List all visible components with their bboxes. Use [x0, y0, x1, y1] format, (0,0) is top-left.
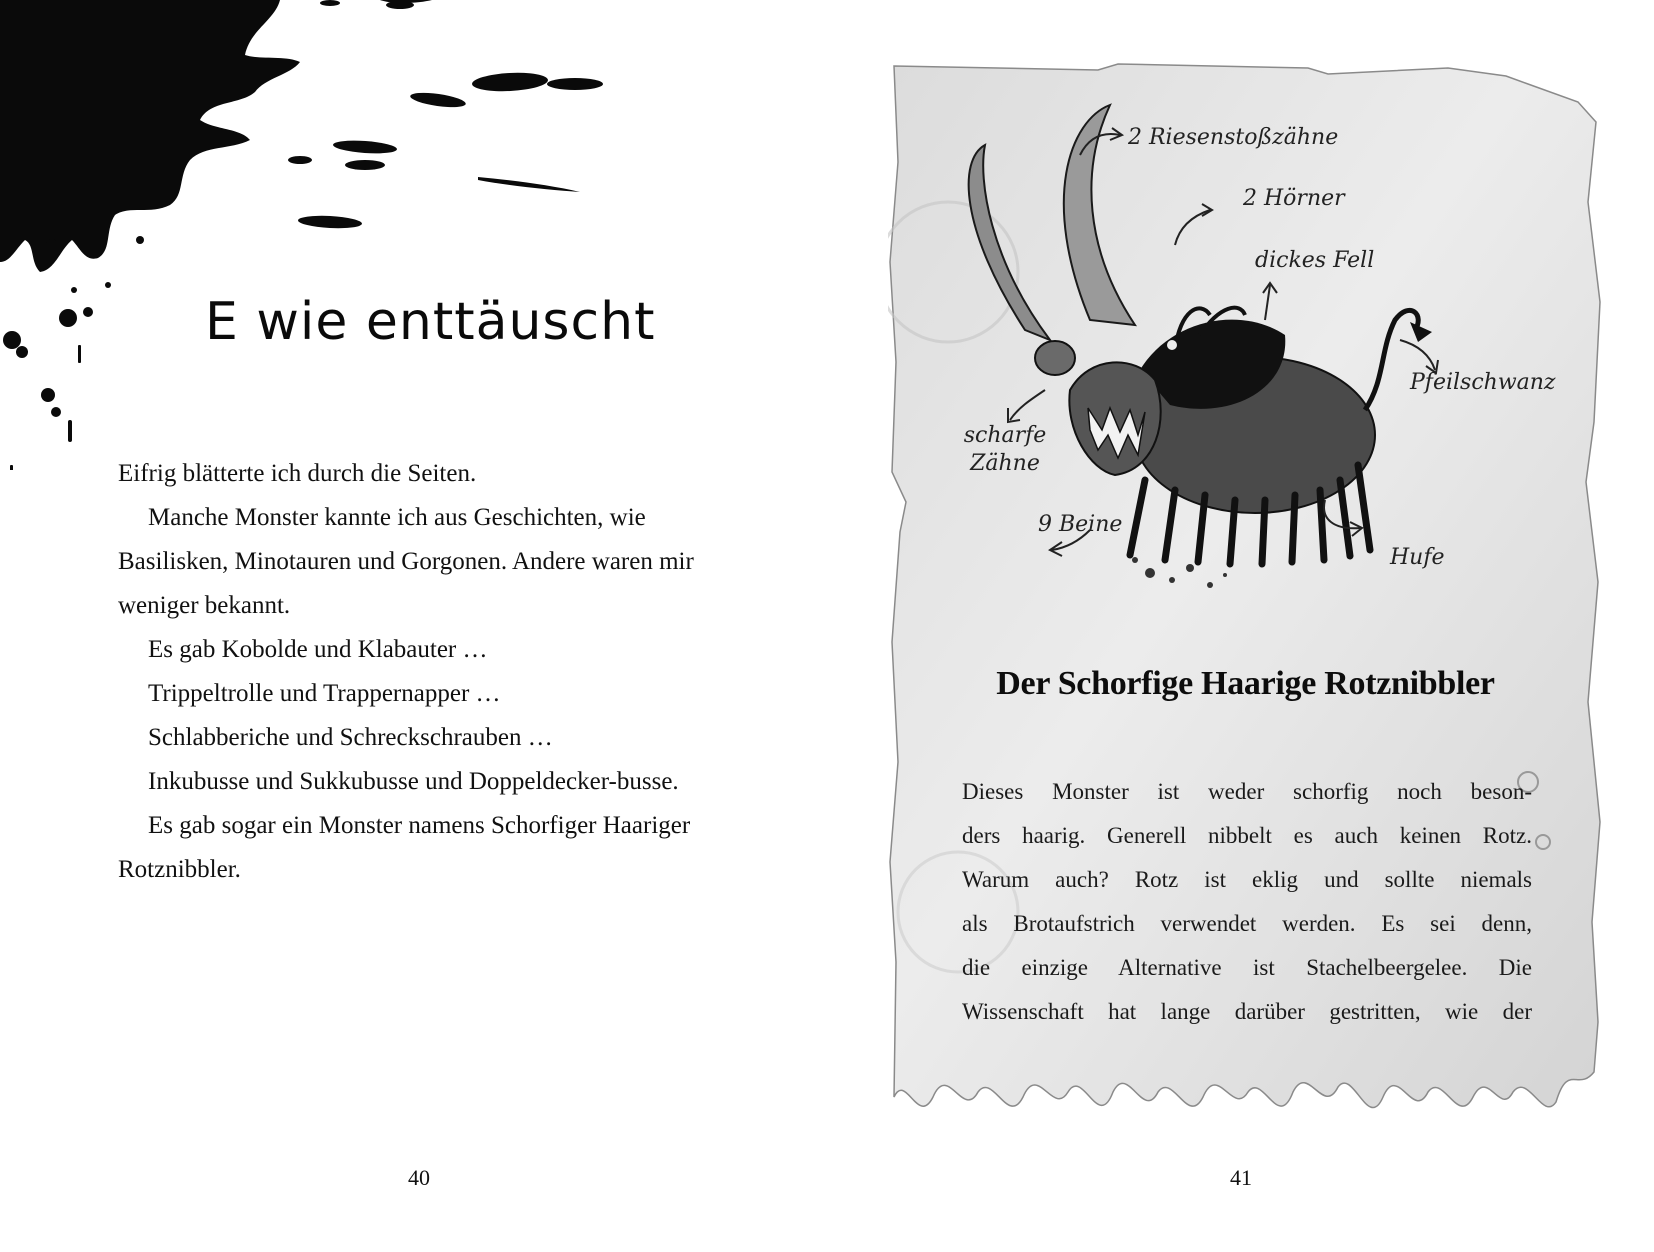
body-text [118, 452, 738, 892]
page-number-right: 41 [1230, 1165, 1252, 1190]
annotation-tusks: 2 Riesenstoßzähne [1128, 125, 1339, 150]
paragraph: Es gab sogar ein Monster namens Schorfiger Haariger Rotznibbler. [118, 812, 691, 883]
entry-text [962, 770, 1532, 1034]
annotation-horns: 2 Hörner [1243, 186, 1345, 211]
ink-splatter-illustration [0, 0, 700, 470]
annotation-legs: 9 Beine [1038, 512, 1123, 537]
annotation-fur: dickes Fell [1255, 248, 1375, 273]
paragraph: Trippeltrolle und Trappernapper … [148, 680, 501, 707]
chapter-title: E wie enttäuscht [205, 292, 656, 352]
paragraph: Manche Monster kannte ich aus Geschichten, wie Basilisken, Minotauren und Gorgonen. Andere waren mir weniger bekannt. [118, 504, 694, 619]
paragraph: Inkubusse und Sukkubusse und Doppeldecker-busse. [148, 768, 679, 795]
annotation-teeth-line: Zähne [970, 451, 1040, 476]
entry-line: Wissenschaft hat lange darüber gestritten, wie der [962, 999, 1532, 1024]
annotation-hooves: Hufe [1390, 545, 1445, 570]
annotation-teeth [950, 422, 1060, 478]
paragraph: Es gab Kobolde und Klabauter … [148, 636, 488, 663]
entry-line: ders haarig. Generell nibbelt es auch keinen Rotz. [962, 823, 1532, 848]
page-number-left: 40 [408, 1165, 430, 1190]
entry-line: als Brotaufstrich verwendet werden. Es sei denn, [962, 911, 1532, 936]
monster-illustration [940, 90, 1580, 600]
annotation-tail: Pfeilschwanz [1410, 370, 1556, 395]
entry-line: die einzige Alternative ist Stachelbeergelee. Die [962, 955, 1532, 980]
entry-title: Der Schorfige Haarige Rotznibbler [996, 665, 1495, 702]
annotation-teeth-line: scharfe [963, 423, 1047, 448]
entry-line: Dieses Monster ist weder schorfig noch beson- [962, 779, 1532, 804]
paragraph: Schlabberiche und Schreckschrauben … [148, 724, 553, 751]
paragraph: Eifrig blätterte ich durch die Seiten. [118, 460, 477, 487]
entry-line: Warum auch? Rotz ist eklig und sollte niemals [962, 867, 1532, 892]
